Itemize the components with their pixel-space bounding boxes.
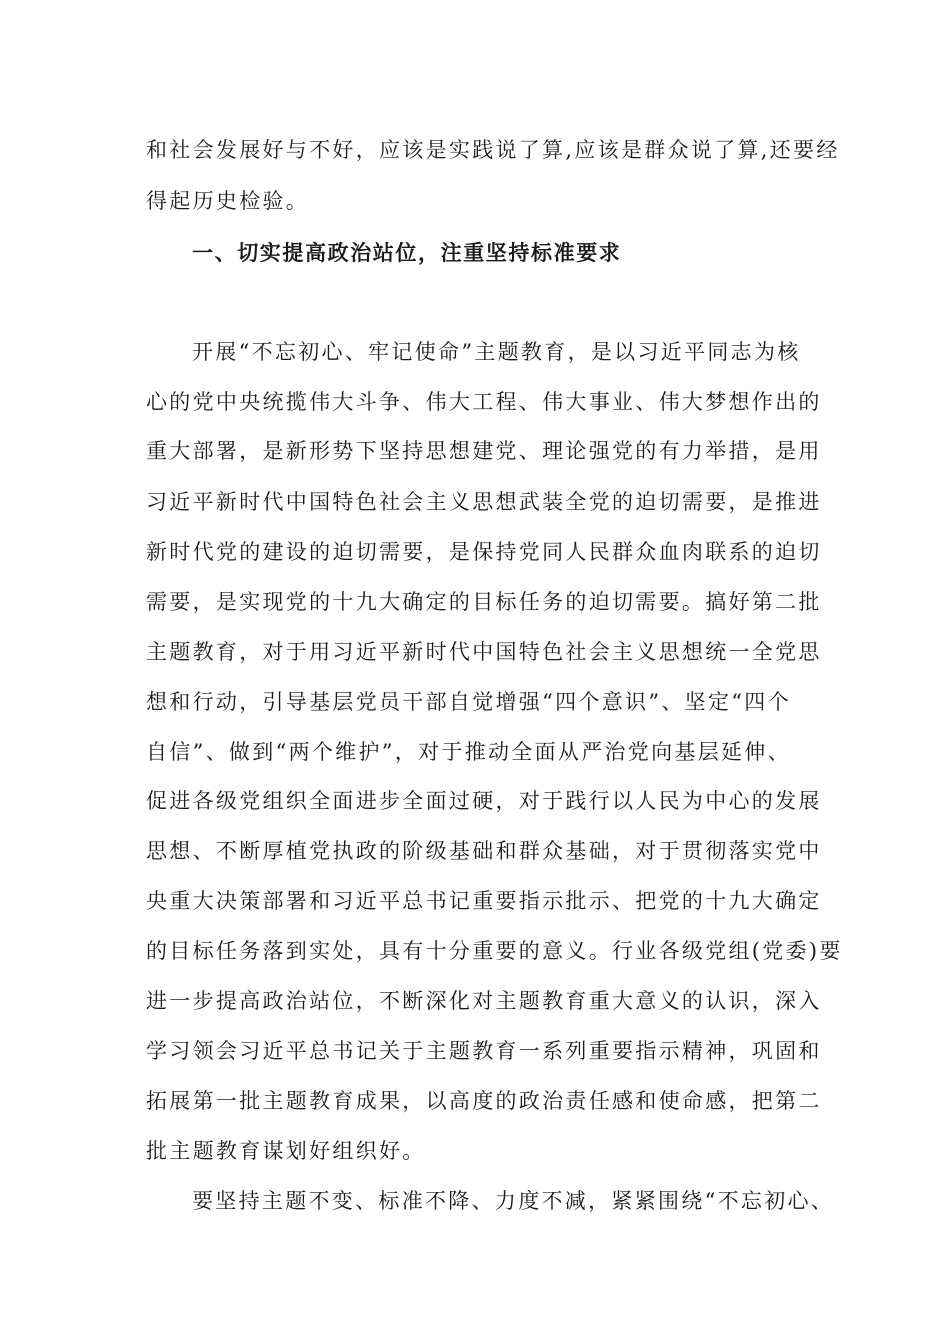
paragraph-line: 心的党中央统揽伟大斗争、伟大工程、伟大事业、伟大梦想作出的 [146,390,822,414]
intro-line: 得起历史检验。 [146,189,310,213]
intro-line: 和社会发展好与不好，应该是实践说了算,应该是群众说了算,还要经 [146,138,840,162]
paragraph-line: 想和行动，引导基层党员干部自觉增强“四个意识”、坚定“四个 [146,690,791,714]
paragraph-line: 批主题教育谋划好组织好。 [146,1139,426,1163]
paragraph-line: 学习领会习近平总书记关于主题教育一系列重要指示精神，巩固和 [146,1039,822,1063]
paragraph-line: 促进各级党组织全面进步全面过硬，对于践行以人民为中心的发展 [146,789,822,813]
paragraph-line: 开展“不忘初心、牢记使命”主题教育，是以习近平同志为核 [192,340,801,364]
paragraph-line: 重大部署，是新形势下坚持思想建党、理论强党的有力举措，是用 [146,439,822,463]
paragraph-line: 新时代党的建设的迫切需要，是保持党同人民群众血肉联系的迫切 [146,540,822,564]
paragraph-line: 习近平新时代中国特色社会主义思想武装全党的迫切需要，是推进 [146,490,822,514]
paragraph-line: 进一步提高政治站位，不断深化对主题教育重大意义的认识，深入 [146,989,822,1013]
paragraph-line: 思想、不断厚植党执政的阶级基础和群众基础，对于贯彻落实党中 [146,839,822,863]
paragraph-line: 要坚持主题不变、标准不降、力度不减，紧紧围绕“不忘初心、 [192,1189,835,1213]
paragraph-line: 拓展第一批主题教育成果，以高度的政治责任感和使命感，把第二 [146,1089,822,1113]
paragraph-line: 自信”、做到“两个维护”，对于推动全面从严治党向基层延伸、 [146,740,791,764]
section-heading: 一、切实提高政治站位，注重坚持标准要求 [192,241,622,265]
paragraph-line: 主题教育，对于用习近平新时代中国特色社会主义思想统一全党思 [146,640,822,664]
paragraph-line: 的目标任务落到实处，具有十分重要的意义。行业各级党组(党委)要 [146,939,843,963]
paragraph-line: 央重大决策部署和习近平总书记重要指示批示、把党的十九大确定 [146,889,822,913]
paragraph-line: 需要，是实现党的十九大确定的目标任务的迫切需要。搞好第二批 [146,590,822,614]
